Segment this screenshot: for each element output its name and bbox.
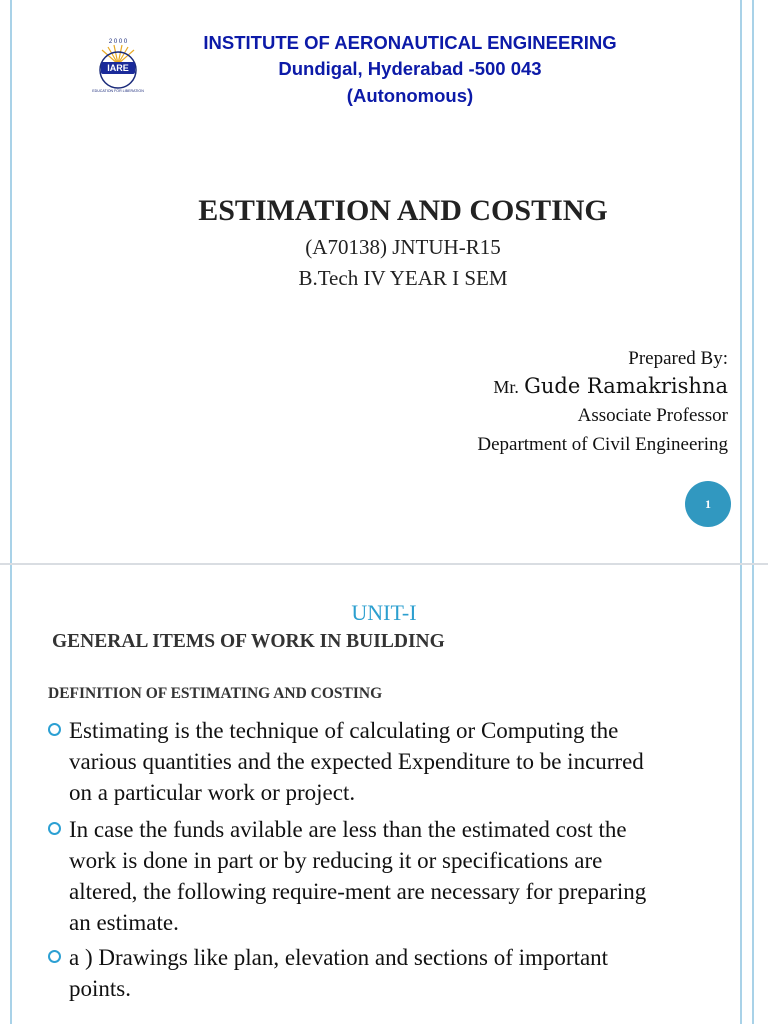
slide-border-right (740, 565, 742, 1024)
author-designation: Associate Professor (577, 405, 728, 426)
bullet-circle-icon (48, 723, 61, 736)
bullet-circle-icon (48, 950, 61, 963)
bullet-item (48, 942, 658, 1004)
page-number-badge: 1 (685, 481, 731, 527)
author-prefix: Mr. (493, 377, 519, 397)
course-code: (A70138) JNTUH-R15 (305, 235, 501, 259)
bullet-text: a ) Drawings like plan, elevation and sections of important points. (69, 945, 609, 1001)
subsection-heading: DEFINITION OF ESTIMATING AND COSTING (48, 685, 383, 702)
logo-year: 2 0 0 0 (108, 39, 128, 45)
bullet-text: Estimating is the technique of calculating or Computing the various quantities and the expected Expenditure to be incurred on a particular work or project. (69, 718, 644, 805)
bullet-circle-icon (48, 822, 61, 835)
course-title: ESTIMATION AND COSTING (198, 194, 608, 227)
unit-title: UNIT-I (351, 600, 417, 625)
bullet-item (48, 814, 658, 938)
author-line (493, 374, 728, 399)
slide-border-left (10, 565, 12, 1024)
institute-address: Dundigal, Hyderabad -500 043 (278, 58, 542, 79)
bullet-item (48, 715, 658, 808)
iare-logo-icon (90, 36, 146, 96)
institute-status: (Autonomous) (346, 85, 474, 106)
bullet-text: In case the funds avilable are less than the estimated cost the work is done in part or by reducing it or specifications are altered, the following require-ment are necessary for preparing an estimate. (69, 817, 647, 935)
slide-border-right-outer (752, 565, 754, 1024)
prepared-by-label: Prepared By: (628, 348, 728, 369)
logo-motto: EDUCATION FOR LIBERATION (92, 89, 144, 93)
section-heading: GENERAL ITEMS OF WORK IN BUILDING (52, 631, 445, 652)
author-name: Gude Ramakrishna (524, 374, 728, 398)
content-slide (0, 565, 768, 1024)
course-year: B.Tech IV YEAR I SEM (298, 266, 508, 290)
logo-abbr: IARE (107, 63, 129, 73)
author-department: Department of Civil Engineering (477, 434, 728, 455)
institute-name: INSTITUTE OF AERONAUTICAL ENGINEERING (203, 32, 617, 53)
